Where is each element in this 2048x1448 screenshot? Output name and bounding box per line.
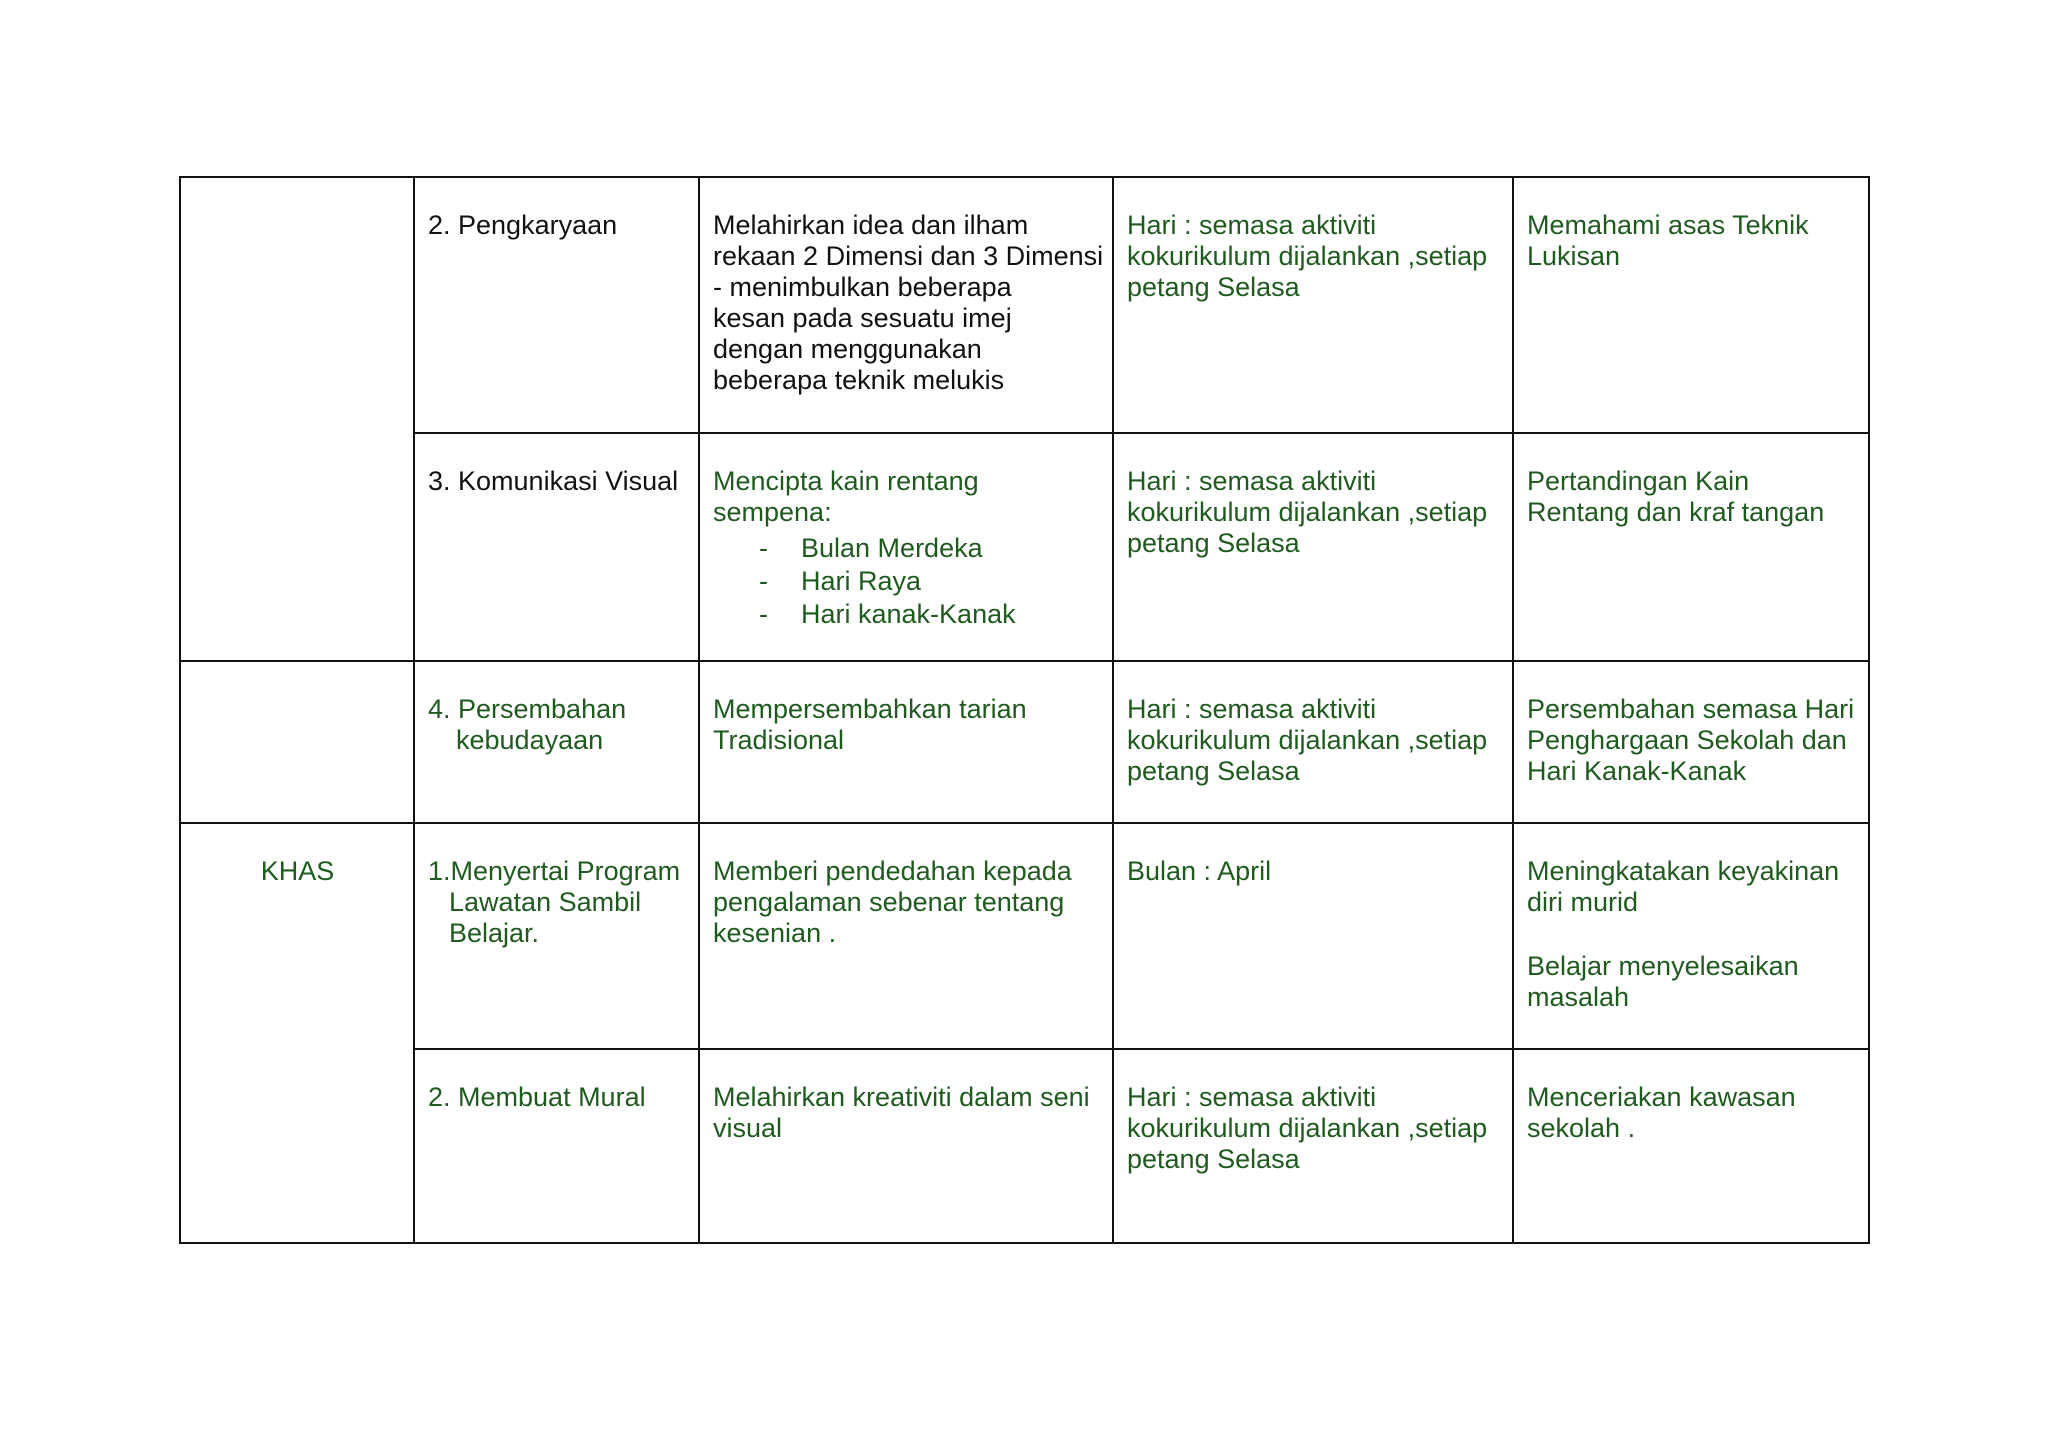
schedule-line: Hari : semasa aktiviti	[1127, 210, 1377, 240]
schedule-cell	[1113, 661, 1513, 823]
outcome-line: sekolah .	[1527, 1113, 1636, 1143]
outcome-cell	[1513, 177, 1869, 433]
category-cell	[180, 661, 414, 823]
schedule-cell	[1113, 1049, 1513, 1243]
outcome-line: Persembahan semasa Hari	[1527, 694, 1855, 724]
outcome-line: Memahami asas Teknik	[1527, 210, 1809, 240]
schedule-line: kokurikulum dijalankan ,setiap	[1127, 1113, 1488, 1143]
objective-line: Melahirkan idea dan ilham	[713, 210, 1029, 240]
bullet-dash: -	[759, 566, 768, 596]
category-cell	[180, 177, 414, 661]
bullet-text: Hari Raya	[801, 566, 922, 596]
schedule-cell	[1113, 433, 1513, 661]
outcome-line: Lukisan	[1527, 241, 1621, 271]
category-label: KHAS	[260, 856, 335, 886]
schedule-line: petang Selasa	[1127, 528, 1300, 558]
objective-line: Mencipta kain rentang	[713, 466, 979, 496]
objective-line: Melahirkan kreativiti dalam seni	[713, 1082, 1090, 1112]
outcome-cell	[1513, 823, 1869, 1049]
schedule-line: Hari : semasa aktiviti	[1127, 694, 1377, 724]
program-text: 3. Komunikasi Visual	[428, 466, 679, 496]
program-text: 4. Persembahan	[428, 694, 627, 724]
outcome-line: Menceriakan kawasan	[1527, 1082, 1796, 1112]
objective-line: - menimbulkan beberapa	[713, 272, 1012, 302]
program-cell	[414, 661, 699, 823]
schedule-line: Bulan : April	[1127, 856, 1272, 886]
outcome-line: Rentang dan kraf tangan	[1527, 497, 1825, 527]
table-row	[180, 823, 1869, 1049]
program-text: 2. Pengkaryaan	[428, 210, 618, 240]
list-item	[713, 598, 1100, 631]
paragraph-gap	[1527, 918, 1856, 951]
category-cell	[180, 823, 414, 1243]
program-cell	[414, 823, 699, 1049]
objective-line: visual	[713, 1113, 783, 1143]
outcome-line: Belajar menyelesaikan	[1527, 951, 1799, 981]
outcome-cell	[1513, 661, 1869, 823]
objective-bullet-list	[713, 532, 1100, 631]
schedule-line: kokurikulum dijalankan ,setiap	[1127, 725, 1488, 755]
program-text: Belajar.	[449, 918, 540, 948]
objective-cell	[699, 177, 1113, 433]
table-row	[180, 1049, 1869, 1243]
objective-line: rekaan 2 Dimensi dan 3 Dimensi	[713, 241, 1104, 271]
program-text: Lawatan Sambil	[449, 887, 642, 917]
outcome-line: Hari Kanak-Kanak	[1527, 756, 1747, 786]
objective-line: sempena:	[713, 497, 832, 527]
objective-line: Mempersembahkan tarian	[713, 694, 1027, 724]
bullet-dash: -	[759, 599, 768, 629]
table-row	[180, 177, 1869, 433]
program-text: 1.Menyertai Program	[428, 856, 681, 886]
program-cell	[414, 1049, 699, 1243]
objective-cell	[699, 1049, 1113, 1243]
outcome-line: diri murid	[1527, 887, 1639, 917]
objective-cell	[699, 661, 1113, 823]
objective-line: kesenian .	[713, 918, 837, 948]
outcome-line: Penghargaan Sekolah dan	[1527, 725, 1847, 755]
outcome-line: Meningkatakan keyakinan	[1527, 856, 1840, 886]
outcome-cell	[1513, 1049, 1869, 1243]
bullet-text: Bulan Merdeka	[801, 533, 983, 563]
schedule-line: kokurikulum dijalankan ,setiap	[1127, 497, 1488, 527]
objective-line: beberapa teknik melukis	[713, 365, 1005, 395]
table-row	[180, 433, 1869, 661]
program-text: 2. Membuat Mural	[428, 1082, 646, 1112]
program-cell	[414, 177, 699, 433]
outcome-line: Pertandingan Kain	[1527, 466, 1750, 496]
objective-line: Memberi pendedahan kepada	[713, 856, 1072, 886]
objective-line: pengalaman sebenar tentang	[713, 887, 1065, 917]
objective-line: dengan menggunakan	[713, 334, 982, 364]
schedule-line: Hari : semasa aktiviti	[1127, 466, 1377, 496]
bullet-text: Hari kanak-Kanak	[801, 599, 1016, 629]
list-item	[713, 565, 1100, 598]
activity-table	[179, 176, 1870, 1244]
schedule-line: petang Selasa	[1127, 272, 1300, 302]
schedule-cell	[1113, 823, 1513, 1049]
bullet-dash: -	[759, 533, 768, 563]
outcome-line: masalah	[1527, 982, 1630, 1012]
objective-line: kesan pada sesuatu imej	[713, 303, 1012, 333]
program-cell	[414, 433, 699, 661]
schedule-line: kokurikulum dijalankan ,setiap	[1127, 241, 1488, 271]
objective-cell	[699, 433, 1113, 661]
schedule-line: petang Selasa	[1127, 756, 1300, 786]
schedule-line: Hari : semasa aktiviti	[1127, 1082, 1377, 1112]
objective-cell	[699, 823, 1113, 1049]
schedule-line: petang Selasa	[1127, 1144, 1300, 1174]
table-row	[180, 661, 1869, 823]
list-item	[713, 532, 1100, 565]
outcome-cell	[1513, 433, 1869, 661]
schedule-cell	[1113, 177, 1513, 433]
program-text: kebudayaan	[456, 725, 604, 755]
objective-line: Tradisional	[713, 725, 845, 755]
